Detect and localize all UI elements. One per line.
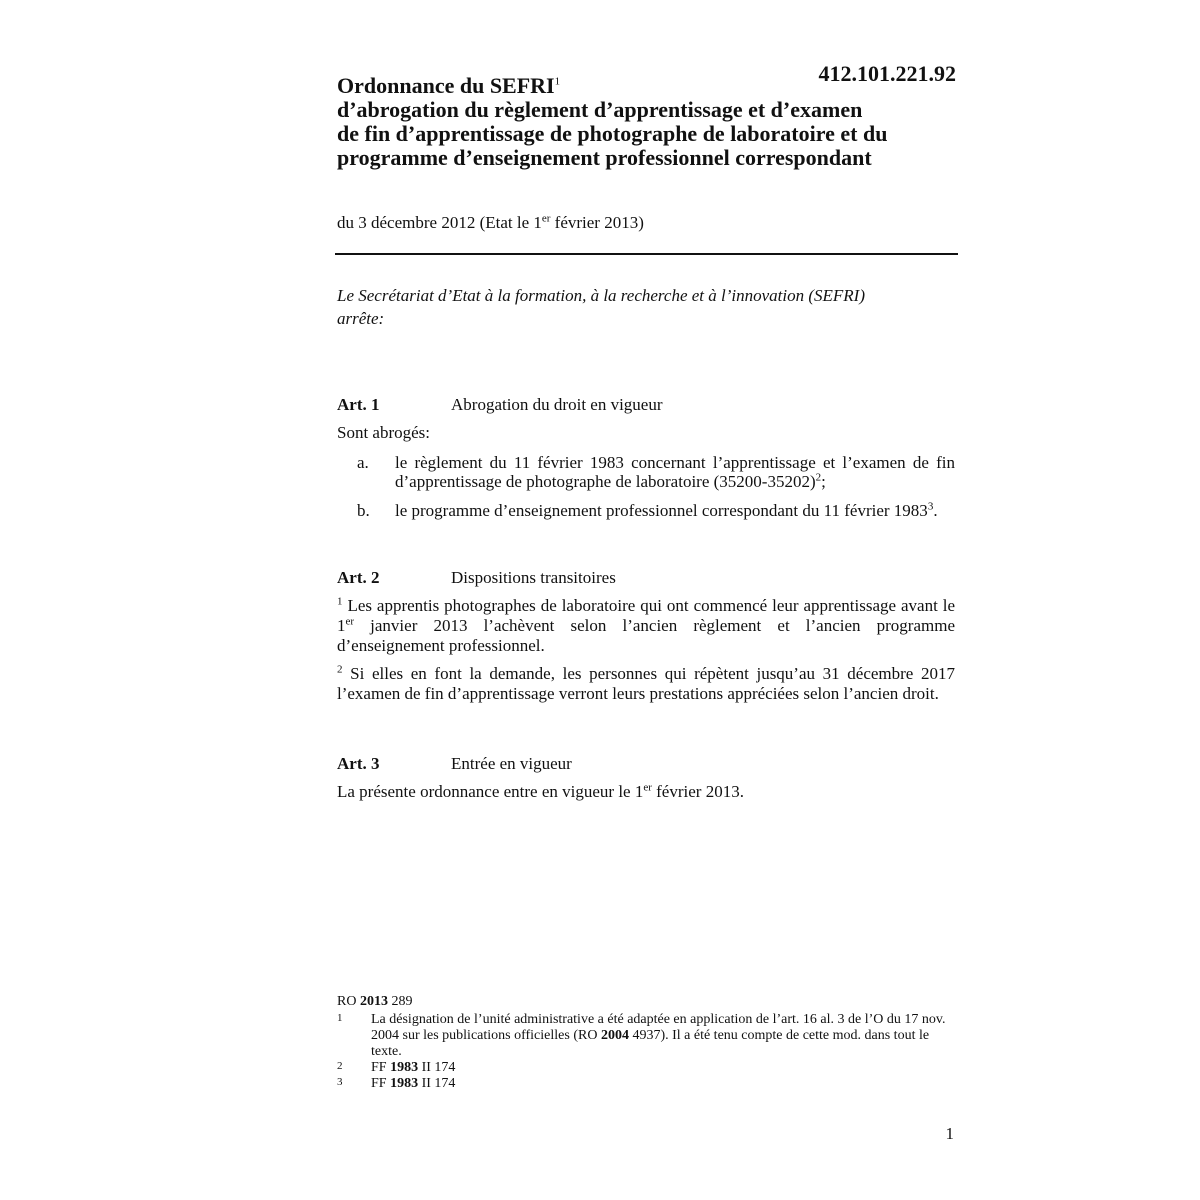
title-line-2: d’abrogation du règlement d’apprentissage et d’examen xyxy=(337,97,863,122)
footnote-ref[interactable]: 3 xyxy=(927,500,934,513)
footnote-1: 1 La désignation de l’unité administrative a été adaptée en application de l’art. 16 al. 3 de l’O du 17 nov. 2004 sur les publications officielles (RO 2004 4937). Il a été tenu compte de cette mod. dans tout le texte. xyxy=(337,1012,946,1059)
article-number: Art. 2 xyxy=(337,568,380,587)
preamble xyxy=(337,284,957,330)
page-number: 1 xyxy=(945,1124,954,1143)
article-2-paragraph-2: $^2$ Si elles en font la demande, les personnes qui répètent jusqu’au 31 décembre 2017 l’examen de fin d’apprentissage verront leurs prestations appréciées selon l’ancien droit. xyxy=(337,663,955,703)
title-line-3: de fin d’apprentissage de photographe de laboratoire et du xyxy=(337,121,888,146)
article-3-text: La présente ordonnance entre en vigueur le 1er février 2013. xyxy=(337,781,744,801)
paragraph-number: 1 xyxy=(337,595,343,608)
footnote-number: 2 xyxy=(337,1060,343,1072)
footnote-number: 1 xyxy=(337,1012,343,1024)
footnotes xyxy=(337,993,957,1092)
header-divider xyxy=(335,253,958,255)
footnote-3: 3 FF 1983 II 174 xyxy=(337,1076,456,1091)
sr-number: 412.101.221.92 xyxy=(818,61,956,86)
footnote-number: 3 xyxy=(337,1076,343,1088)
footnote-ref[interactable]: 2 xyxy=(815,471,822,484)
article-2-paragraph-1: $^1$ Les apprentis photographes de laboratoire qui ont commencé leur apprentissage avant le 1er janvier 2013 l’achèvent selon l’ancien règlement et l’ancien programme d’enseignement professionnel. xyxy=(337,595,955,655)
footnote-ref[interactable]: 1 xyxy=(554,75,561,88)
article-1-intro: Sont abrogés: xyxy=(337,423,431,442)
article-3-heading xyxy=(337,753,572,775)
article-title: Dispositions transitoires xyxy=(451,568,616,587)
article-title: Abrogation du droit en vigueur xyxy=(451,395,663,414)
ro-reference: RO 2013 289 xyxy=(337,994,413,1009)
list-letter: b. xyxy=(357,501,370,520)
footnote-2: 2 FF 1983 II 174 xyxy=(337,1060,456,1075)
article-number: Art. 3 xyxy=(337,754,380,773)
list-item-b: b. le programme d’enseignement professionnel correspondant du 11 février 1983$^3$. xyxy=(357,500,938,520)
title-line-4: programme d’enseignement professionnel correspondant xyxy=(337,145,872,170)
preamble-line-1: Le Secrétariat d’Etat à la formation, à la recherche et à l’innovation (SEFRI) xyxy=(337,286,865,305)
article-number: Art. 1 xyxy=(337,395,380,414)
article-1-heading xyxy=(337,394,663,416)
list-item-a: a. le règlement du 11 février 1983 concernant l’apprentissage et l’examen de fin d’apprentissage de photographe de laboratoire $(35200-35202)^2$; xyxy=(357,453,955,491)
article-title: Entrée en vigueur xyxy=(451,754,572,773)
paragraph-number: 2 xyxy=(337,663,343,676)
preamble-line-2: arrête: xyxy=(337,309,385,328)
date-line: du 3 décembre 2012 (Etat le 1er février 2013) xyxy=(337,212,644,232)
document-title xyxy=(337,74,977,170)
list-letter: a. xyxy=(357,453,369,472)
title-line-1: Ordonnance du SEFRI$^1$ xyxy=(337,73,561,98)
article-2-heading xyxy=(337,567,616,589)
